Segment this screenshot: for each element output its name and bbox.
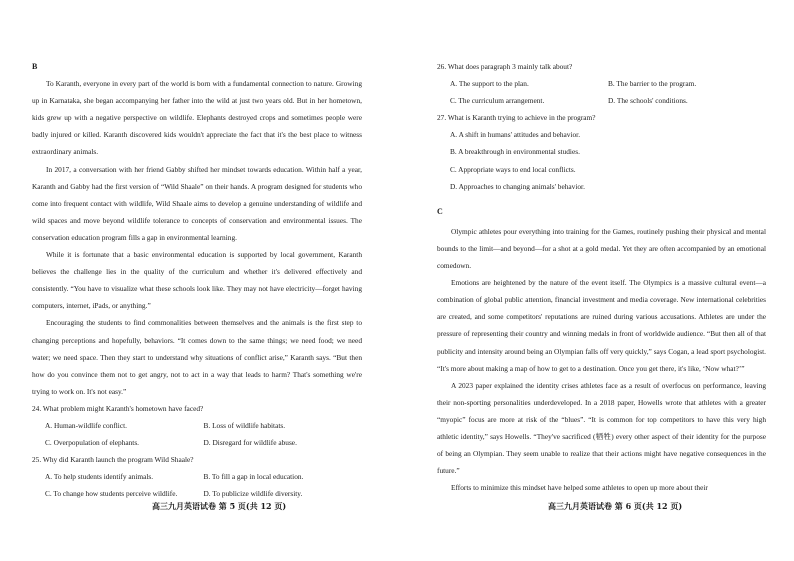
option-a: A. To help students identify animals. [45,472,154,482]
option-a: A. Human-wildlife conflict. [45,420,127,430]
passage-c-paragraph-1: Olympic athletes pour everything into training for the Games, routinely pushing their physical and mental bounds to the limit—and beyond—for a shot at a gold medal. Yet they are often accompanied by an emotional comedown. [437,226,766,271]
option-c: C. To change how students perceive wildlife. [45,489,178,499]
option-d: D. Disregard for wildlife abuse. [203,438,297,448]
option-d: D. Approaches to changing animals' behavior. [450,181,585,191]
section-b-label: B [32,62,38,71]
question-25-options [32,468,362,502]
passage-c-paragraph-4: Efforts to minimize this mindset have helped some athletes to open up more about their [451,483,708,493]
question-24-stem: 24. What problem might Karanth's hometown have faced? [32,403,204,413]
option-d: D. The schools' conditions. [608,96,688,106]
option-c: C. Appropriate ways to end local conflicts. [450,164,576,174]
passage-b-paragraph-2: In 2017, a conversation with her friend Gabby shifted her mindset towards education. Within half a year, Karanth and Gabby had the first version of “Wild Shaale” on their hands. A program designed for students who come into frequent contact with wildlife, Wild Shaale aims to develop a genuine understanding of wildlife and wild spaces and move beyond wildlife tolerance to concepts of conservation and environmental issues. The conservation education program fills a gap in environmental learning. [32,164,362,242]
question-27-options [437,126,766,194]
right-column [437,58,766,496]
option-b: B. A breakthrough in environmental studies. [450,147,580,157]
passage-c-paragraph-2: Emotions are heightened by the nature of the event itself. The Olympics is a massive cultural event—a combination of global public attention, financial investment and media coverage. New international celebrities are created, and some competitors' reputations are ruined during various accusations. Athletes are under the pressure of representing their country and winning medals in front of worldwide audience. “But then all of that publicity and intensity around being an Olympian falls off very quickly,” says Cogan, a lead sport psychologist. “It's more about making a map of how to get to a destination. Once you get there, it's like, ‘Now what?’” [437,278,766,373]
section-c-label: C [437,206,443,216]
passage-b-paragraph-4: Encouraging the students to find commonalities between themselves and the animals is the first step to changing perceptions and hopefully, behaviors. “It comes down to the same things; we need food; we need water; we need space. Then they start to understand why situations of conflict arise,” Karanth says. “But then how do you convince them not to get angry, not to act in a way that leads to harm? That's something we're trying to work on. It's not easy.” [32,318,362,396]
option-c: C. The curriculum arrangement. [450,96,545,106]
option-b: B. Loss of wildlife habitats. [203,420,286,430]
option-d: D. To publicize wildlife diversity. [203,489,303,499]
option-a: A. A shift in humans' attitudes and behavior. [450,130,581,140]
passage-c-paragraph-3: A 2023 paper explained the identity crises athletes face as a result of overfocus on performance, leaving their non-sporting personalities underdeveloped. In a 2018 paper, Howells wrote that athletes with a greater “myopic” focus are more at risk of the “blues”. “It is common for top competitors to have this very high athletic identity,” says Howells. “They've sacrificed (牺牲) every other aspect of their identity for the purpose of being an Olympian. They seem unable to realize that their actions might have negative consequences in the future.” [437,380,766,476]
option-a: A. The support to the plan. [450,79,529,89]
option-b: B. To fill a gap in local education. [203,472,304,482]
page-footer-left: 高三九月英语试卷 第 5 页(共 12 页) [152,501,287,511]
left-column [32,58,362,502]
question-26-stem: 26. What does paragraph 3 mainly talk about? [437,62,573,71]
passage-b-paragraph-1: To Karanth, everyone in every part of the world is born with a fundamental connection to nature. Growing up in Karnataka, she began accompanying her father into the wild at just two years old. But in her hometown, kids grew up with a negative perspective on wildlife. Elephants destroyed crops and sometimes people were badly injured or killed. Karanth discovered kids wouldn't appreciate the fact that it's the best place to witness extraordinary animals. [32,79,362,157]
question-24-options [32,417,362,451]
option-c: C. Overpopulation of elephants. [45,438,140,448]
passage-b-paragraph-3: While it is fortunate that a basic environmental education is supported by local government, Karanth believes the challenge lies in the quality of the curriculum and whether it's delivered effectively and consistently. “You have to visualize what these schools look like. They may not have electricity—forget having computers, internet, iPads, or anything.” [32,250,362,311]
question-27-stem: 27. What is Karanth trying to achieve in the program? [437,113,596,123]
page-footer-right: 高三九月英语试卷 第 6 页(共 12 页) [548,501,683,511]
question-26-options [437,75,766,109]
option-b: B. The barrier to the program. [608,79,697,89]
question-25-stem: 25. Why did Karanth launch the program Wild Shaale? [32,455,194,465]
